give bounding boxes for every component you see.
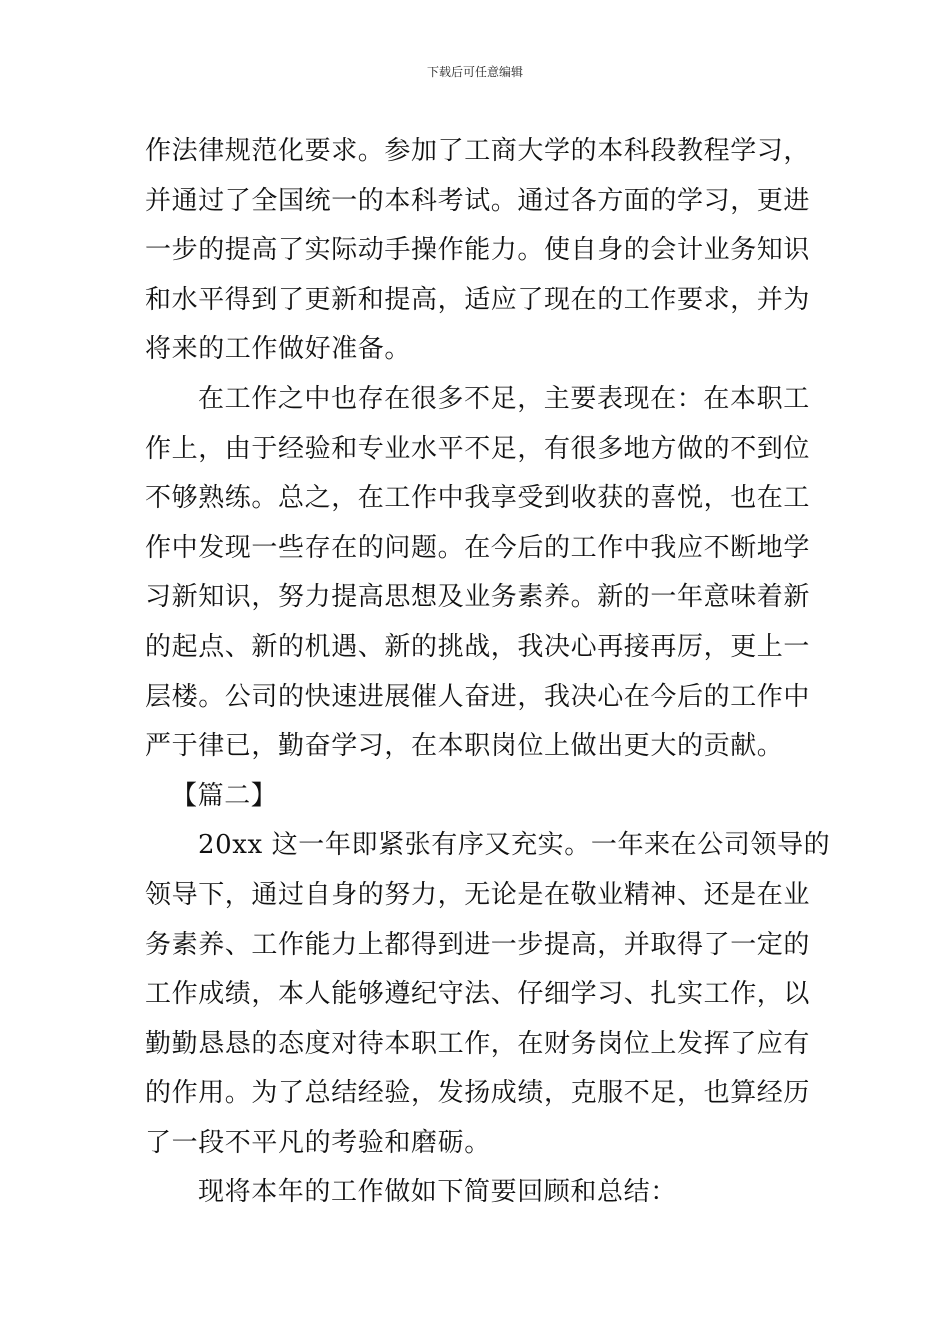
- paragraph-first-line: 在工作之中也存在很多不足，主要表现在：在本职工: [198, 383, 810, 414]
- text-line: 一步的提高了实际动手操作能力。使自身的会计业务知识: [145, 235, 811, 266]
- text-line: 的作用。为了总结经验，发扬成绩，克服不足，也算经历: [145, 1078, 811, 1109]
- text-line: 作法律规范化要求。参加了工商大学的本科段教程学习，: [145, 136, 811, 166]
- text-line: 习新知识，努力提高思想及业务素养。新的一年意味着新: [145, 582, 811, 613]
- text-line: 严于律已，勤奋学习，在本职岗位上做出更大的贡献。: [145, 731, 784, 762]
- text-line: 并通过了全国统一的本科考试。通过各方面的学习，更进: [145, 185, 811, 216]
- section-heading: 【篇二】: [171, 780, 278, 811]
- text-line: 务素养、工作能力上都得到进一步提高，并取得了一定的: [145, 929, 811, 960]
- text-line: 的起点、新的机遇、新的挑战，我决心再接再厉，更上一: [145, 631, 811, 662]
- text-line: 了一段不平凡的考验和磨砺。: [145, 1127, 491, 1158]
- text-line: 作上，由于经验和专业水平不足，有很多地方做的不到位: [145, 433, 811, 464]
- text-line: 作中发现一些存在的问题。在今后的工作中我应不断地学: [145, 532, 811, 563]
- text-line: 勤勤恳恳的态度对待本职工作，在财务岗位上发挥了应有: [145, 1028, 811, 1059]
- text-line: 层楼。公司的快速进展催人奋进，我决心在今后的工作中: [145, 681, 811, 712]
- paragraph-first-line: 现将本年的工作做如下简要回顾和总结：: [198, 1177, 677, 1208]
- page-header: 下载后可任意编辑: [426, 65, 523, 79]
- text-line: 工作成绩，本人能够遵纪守法、仔细学习、扎实工作，以: [145, 979, 811, 1010]
- text-line: 不够熟练。总之，在工作中我享受到收获的喜悦，也在工: [145, 483, 811, 514]
- paragraph-first-line: 20xx 这一年即紧张有序又充实。一年来在公司领导的: [198, 830, 831, 861]
- text-line: 领导下，通过自身的努力，无论是在敬业精神、还是在业: [145, 879, 811, 910]
- document-body: [145, 127, 831, 1218]
- text-line: 和水平得到了更新和提高，适应了现在的工作要求，并为: [145, 284, 811, 315]
- text-line: 将来的工作做好准备。: [145, 334, 412, 365]
